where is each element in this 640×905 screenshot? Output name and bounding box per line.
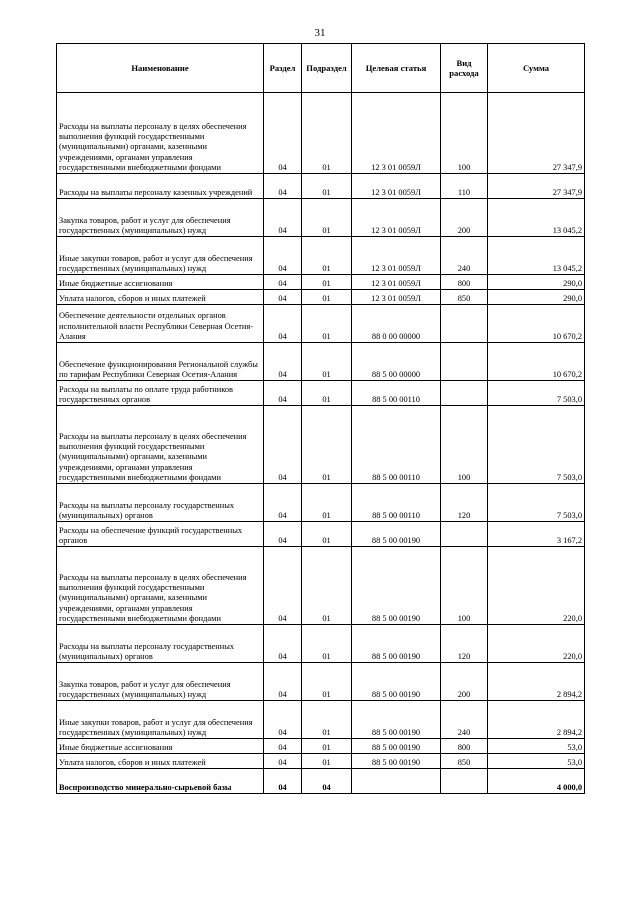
cell-section: 04 xyxy=(264,547,302,625)
cell-kind: 240 xyxy=(441,237,488,275)
cell-subsection: 01 xyxy=(302,237,352,275)
cell-sum: 13 045,2 xyxy=(488,199,585,237)
cell-kind: 100 xyxy=(441,93,488,174)
cell-subsection: 01 xyxy=(302,174,352,199)
cell-target: 12 3 01 0059Л xyxy=(352,237,441,275)
table-body xyxy=(57,93,585,794)
cell-name: Закупка товаров, работ и услуг для обеспечения государственных (муниципальных) нужд xyxy=(57,663,264,701)
cell-name: Расходы на выплаты персоналу в целях обеспечения выполнения функций государственными (муниципальными) органами, казенными учреждениями, органами управления государственными внебюджетными фондами xyxy=(57,406,264,484)
cell-section: 04 xyxy=(264,290,302,305)
header-sum: Сумма xyxy=(488,44,585,93)
table-row xyxy=(57,406,585,484)
cell-sum: 13 045,2 xyxy=(488,237,585,275)
cell-name: Расходы на выплаты по оплате труда работников государственных органов xyxy=(57,381,264,406)
cell-name: Иные бюджетные ассигнования xyxy=(57,739,264,754)
cell-kind: 100 xyxy=(441,547,488,625)
cell-sum: 7 503,0 xyxy=(488,381,585,406)
cell-target: 12 3 01 0059Л xyxy=(352,275,441,290)
cell-kind: 800 xyxy=(441,275,488,290)
cell-kind: 850 xyxy=(441,754,488,769)
cell-target: 88 0 00 00000 xyxy=(352,305,441,343)
table-row xyxy=(57,290,585,305)
table-row xyxy=(57,174,585,199)
cell-section: 04 xyxy=(264,701,302,739)
cell-section: 04 xyxy=(264,769,302,794)
cell-section: 04 xyxy=(264,484,302,522)
table-row xyxy=(57,625,585,663)
cell-name: Иные закупки товаров, работ и услуг для обеспечения государственных (муниципальных) нужд xyxy=(57,237,264,275)
cell-target: 88 5 00 00190 xyxy=(352,701,441,739)
cell-kind xyxy=(441,381,488,406)
cell-kind: 200 xyxy=(441,199,488,237)
header-target: Целевая статья xyxy=(352,44,441,93)
cell-sum: 290,0 xyxy=(488,275,585,290)
cell-target: 88 5 00 00190 xyxy=(352,547,441,625)
cell-section: 04 xyxy=(264,406,302,484)
cell-target: 88 5 00 00110 xyxy=(352,484,441,522)
cell-name: Воспроизводство минерально-сырьевой базы xyxy=(57,769,264,794)
table-row xyxy=(57,381,585,406)
cell-name: Иные закупки товаров, работ и услуг для обеспечения государственных (муниципальных) нужд xyxy=(57,701,264,739)
cell-subsection: 01 xyxy=(302,701,352,739)
cell-name: Расходы на выплаты персоналу государственных (муниципальных) органов xyxy=(57,625,264,663)
table-row xyxy=(57,769,585,794)
cell-kind: 850 xyxy=(441,290,488,305)
cell-subsection: 01 xyxy=(302,93,352,174)
cell-subsection: 01 xyxy=(302,547,352,625)
table-row xyxy=(57,663,585,701)
cell-sum: 2 894,2 xyxy=(488,663,585,701)
cell-name: Расходы на выплаты персоналу казенных учреждений xyxy=(57,174,264,199)
cell-target: 12 3 01 0059Л xyxy=(352,199,441,237)
cell-target: 88 5 00 00190 xyxy=(352,625,441,663)
cell-subsection: 01 xyxy=(302,522,352,547)
cell-section: 04 xyxy=(264,522,302,547)
table-row xyxy=(57,701,585,739)
cell-sum: 27 347,9 xyxy=(488,174,585,199)
cell-sum: 53,0 xyxy=(488,739,585,754)
cell-kind xyxy=(441,522,488,547)
header-kind: Вид расхода xyxy=(441,44,488,93)
cell-sum: 10 670,2 xyxy=(488,305,585,343)
table-row xyxy=(57,484,585,522)
header-name: Наименование xyxy=(57,44,264,93)
cell-name: Расходы на выплаты персоналу в целях обеспечения выполнения функций государственными (муниципальными) органами, казенными учреждениями, органами управления государственными внебюджетными фондами xyxy=(57,93,264,174)
cell-target: 88 5 00 00110 xyxy=(352,381,441,406)
header-section: Раздел xyxy=(264,44,302,93)
page-number: 31 xyxy=(314,27,326,39)
table-row xyxy=(57,199,585,237)
cell-name: Обеспечение функционирования Региональной службы по тарифам Республики Северная Осетия-Алания xyxy=(57,343,264,381)
header-subsection: Подраздел xyxy=(302,44,352,93)
cell-target: 88 5 00 00000 xyxy=(352,343,441,381)
cell-sum: 53,0 xyxy=(488,754,585,769)
cell-name: Обеспечение деятельности отдельных органов исполнительной власти Республики Северная Осетия-Алания xyxy=(57,305,264,343)
cell-subsection: 01 xyxy=(302,381,352,406)
cell-subsection: 01 xyxy=(302,290,352,305)
cell-section: 04 xyxy=(264,275,302,290)
cell-section: 04 xyxy=(264,199,302,237)
cell-sum: 290,0 xyxy=(488,290,585,305)
cell-subsection: 01 xyxy=(302,754,352,769)
cell-target: 88 5 00 00190 xyxy=(352,522,441,547)
cell-section: 04 xyxy=(264,739,302,754)
cell-target: 88 5 00 00190 xyxy=(352,739,441,754)
cell-kind: 200 xyxy=(441,663,488,701)
cell-section: 04 xyxy=(264,237,302,275)
cell-sum: 2 894,2 xyxy=(488,701,585,739)
cell-section: 04 xyxy=(264,625,302,663)
cell-subsection: 01 xyxy=(302,406,352,484)
cell-name: Уплата налогов, сборов и иных платежей xyxy=(57,290,264,305)
cell-section: 04 xyxy=(264,381,302,406)
cell-sum: 10 670,2 xyxy=(488,343,585,381)
table-header-row xyxy=(57,44,585,93)
cell-sum: 4 000,0 xyxy=(488,769,585,794)
cell-subsection: 01 xyxy=(302,663,352,701)
cell-section: 04 xyxy=(264,93,302,174)
cell-subsection: 04 xyxy=(302,769,352,794)
cell-kind: 240 xyxy=(441,701,488,739)
cell-subsection: 01 xyxy=(302,305,352,343)
table-row xyxy=(57,93,585,174)
cell-subsection: 01 xyxy=(302,484,352,522)
cell-subsection: 01 xyxy=(302,275,352,290)
cell-sum: 3 167,2 xyxy=(488,522,585,547)
cell-name: Расходы на выплаты персоналу в целях обеспечения выполнения функций государственными (муниципальными) органами, казенными учреждениями, органами управления государственными внебюджетными фондами xyxy=(57,547,264,625)
cell-kind: 800 xyxy=(441,739,488,754)
cell-sum: 7 503,0 xyxy=(488,484,585,522)
table-row xyxy=(57,754,585,769)
cell-subsection: 01 xyxy=(302,343,352,381)
cell-subsection: 01 xyxy=(302,739,352,754)
cell-subsection: 01 xyxy=(302,625,352,663)
table-row xyxy=(57,305,585,343)
cell-target: 88 5 00 00190 xyxy=(352,754,441,769)
cell-kind: 120 xyxy=(441,625,488,663)
cell-kind: 100 xyxy=(441,406,488,484)
table-row xyxy=(57,343,585,381)
cell-section: 04 xyxy=(264,174,302,199)
table-row xyxy=(57,739,585,754)
cell-name: Расходы на обеспечение функций государственных органов xyxy=(57,522,264,547)
cell-subsection: 01 xyxy=(302,199,352,237)
cell-sum: 7 503,0 xyxy=(488,406,585,484)
cell-section: 04 xyxy=(264,663,302,701)
budget-table xyxy=(56,43,585,794)
cell-name: Закупка товаров, работ и услуг для обеспечения государственных (муниципальных) нужд xyxy=(57,199,264,237)
cell-sum: 220,0 xyxy=(488,547,585,625)
table-row xyxy=(57,237,585,275)
cell-target xyxy=(352,769,441,794)
cell-target: 12 3 01 0059Л xyxy=(352,93,441,174)
cell-kind xyxy=(441,769,488,794)
cell-kind xyxy=(441,343,488,381)
cell-section: 04 xyxy=(264,305,302,343)
cell-kind: 110 xyxy=(441,174,488,199)
cell-target: 88 5 00 00190 xyxy=(352,663,441,701)
table-row xyxy=(57,547,585,625)
cell-name: Иные бюджетные ассигнования xyxy=(57,275,264,290)
table-row xyxy=(57,522,585,547)
cell-sum: 220,0 xyxy=(488,625,585,663)
table-row xyxy=(57,275,585,290)
cell-section: 04 xyxy=(264,754,302,769)
cell-kind: 120 xyxy=(441,484,488,522)
cell-name: Уплата налогов, сборов и иных платежей xyxy=(57,754,264,769)
cell-kind xyxy=(441,305,488,343)
cell-sum: 27 347,9 xyxy=(488,93,585,174)
cell-target: 12 3 01 0059Л xyxy=(352,174,441,199)
cell-target: 88 5 00 00110 xyxy=(352,406,441,484)
cell-target: 12 3 01 0059Л xyxy=(352,290,441,305)
cell-name: Расходы на выплаты персоналу государственных (муниципальных) органов xyxy=(57,484,264,522)
cell-section: 04 xyxy=(264,343,302,381)
